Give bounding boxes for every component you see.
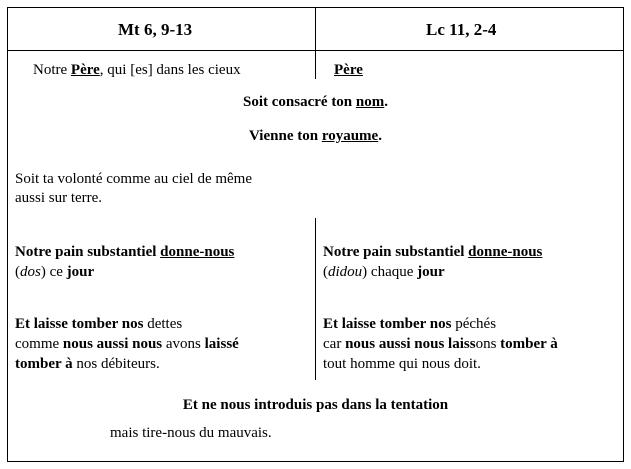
bread-left-line-1	[15, 243, 234, 262]
header-luke: Lc 11, 2-4	[426, 20, 497, 39]
text: ) chaque	[362, 264, 418, 280]
text: (	[15, 264, 20, 280]
column-divider-bottom	[315, 218, 316, 380]
text: Notre	[33, 62, 71, 78]
row-father-left	[33, 61, 241, 80]
emphasis: Père	[70, 62, 100, 78]
emphasis: laiss	[444, 336, 476, 352]
forgive-right-line-1	[323, 315, 496, 334]
text: Soit consacré ton	[243, 94, 356, 110]
bread-right-line-2	[323, 263, 445, 282]
greek-word: dos	[20, 264, 41, 280]
text: dettes	[143, 316, 183, 332]
final-line-2: mais tire-nous du mauvais.	[110, 425, 272, 441]
emphasis: royaume	[321, 128, 379, 144]
emphasis: donne-nous	[468, 244, 543, 260]
forgive-left-line-2	[15, 335, 239, 354]
greek-word: didou	[328, 264, 363, 280]
text: péchés	[451, 316, 497, 332]
text: avons	[162, 336, 205, 352]
text: Vienne ton	[249, 128, 322, 144]
final-line-1: Et ne nous introduis pas dans la tentation	[182, 397, 449, 413]
emphasis: nos	[121, 316, 144, 332]
row-father-right: Père	[334, 62, 363, 78]
will-line-2: aussi sur terre.	[15, 190, 103, 206]
text: , qui [es] dans les cieux	[99, 62, 241, 78]
forgive-left-line-1	[15, 315, 182, 334]
text: Notre pain substantiel	[15, 244, 161, 260]
text: nos débiteurs.	[72, 356, 160, 372]
column-divider-top	[315, 7, 316, 79]
text: .	[384, 94, 388, 110]
emphasis: nos	[429, 316, 452, 332]
will-line-1: Soit ta volonté comme au ciel de même	[15, 171, 253, 187]
text: Et laisse tomber	[323, 316, 430, 332]
emphasis: nous aussi nous	[345, 336, 445, 352]
emphasis: nous aussi nous	[62, 336, 163, 352]
forgive-right-line-2	[323, 335, 558, 354]
emphasis: tomber à	[500, 336, 558, 352]
emphasis: laissé	[204, 336, 239, 352]
text: car	[323, 336, 346, 352]
line-kingdom	[0, 127, 631, 146]
text: .	[378, 128, 382, 144]
bread-left-line-2	[15, 263, 94, 282]
emphasis: jour	[66, 264, 95, 280]
text: Et laisse tomber	[15, 316, 122, 332]
header-matthew: Mt 6, 9-13	[118, 20, 193, 39]
text: Notre pain substantiel	[323, 244, 469, 260]
text: comme	[15, 336, 63, 352]
forgive-right-line-3: tout homme qui nous doit.	[323, 356, 481, 372]
text: ons	[475, 336, 501, 352]
line-hallowed	[0, 93, 631, 112]
forgive-left-line-3	[15, 355, 160, 374]
text: (	[323, 264, 328, 280]
text: ) ce	[40, 264, 67, 280]
emphasis: tomber à	[15, 356, 73, 372]
emphasis: jour	[417, 264, 445, 280]
bread-right-line-1	[323, 243, 542, 262]
emphasis: nom	[355, 94, 385, 110]
emphasis: donne-nous	[160, 244, 235, 260]
